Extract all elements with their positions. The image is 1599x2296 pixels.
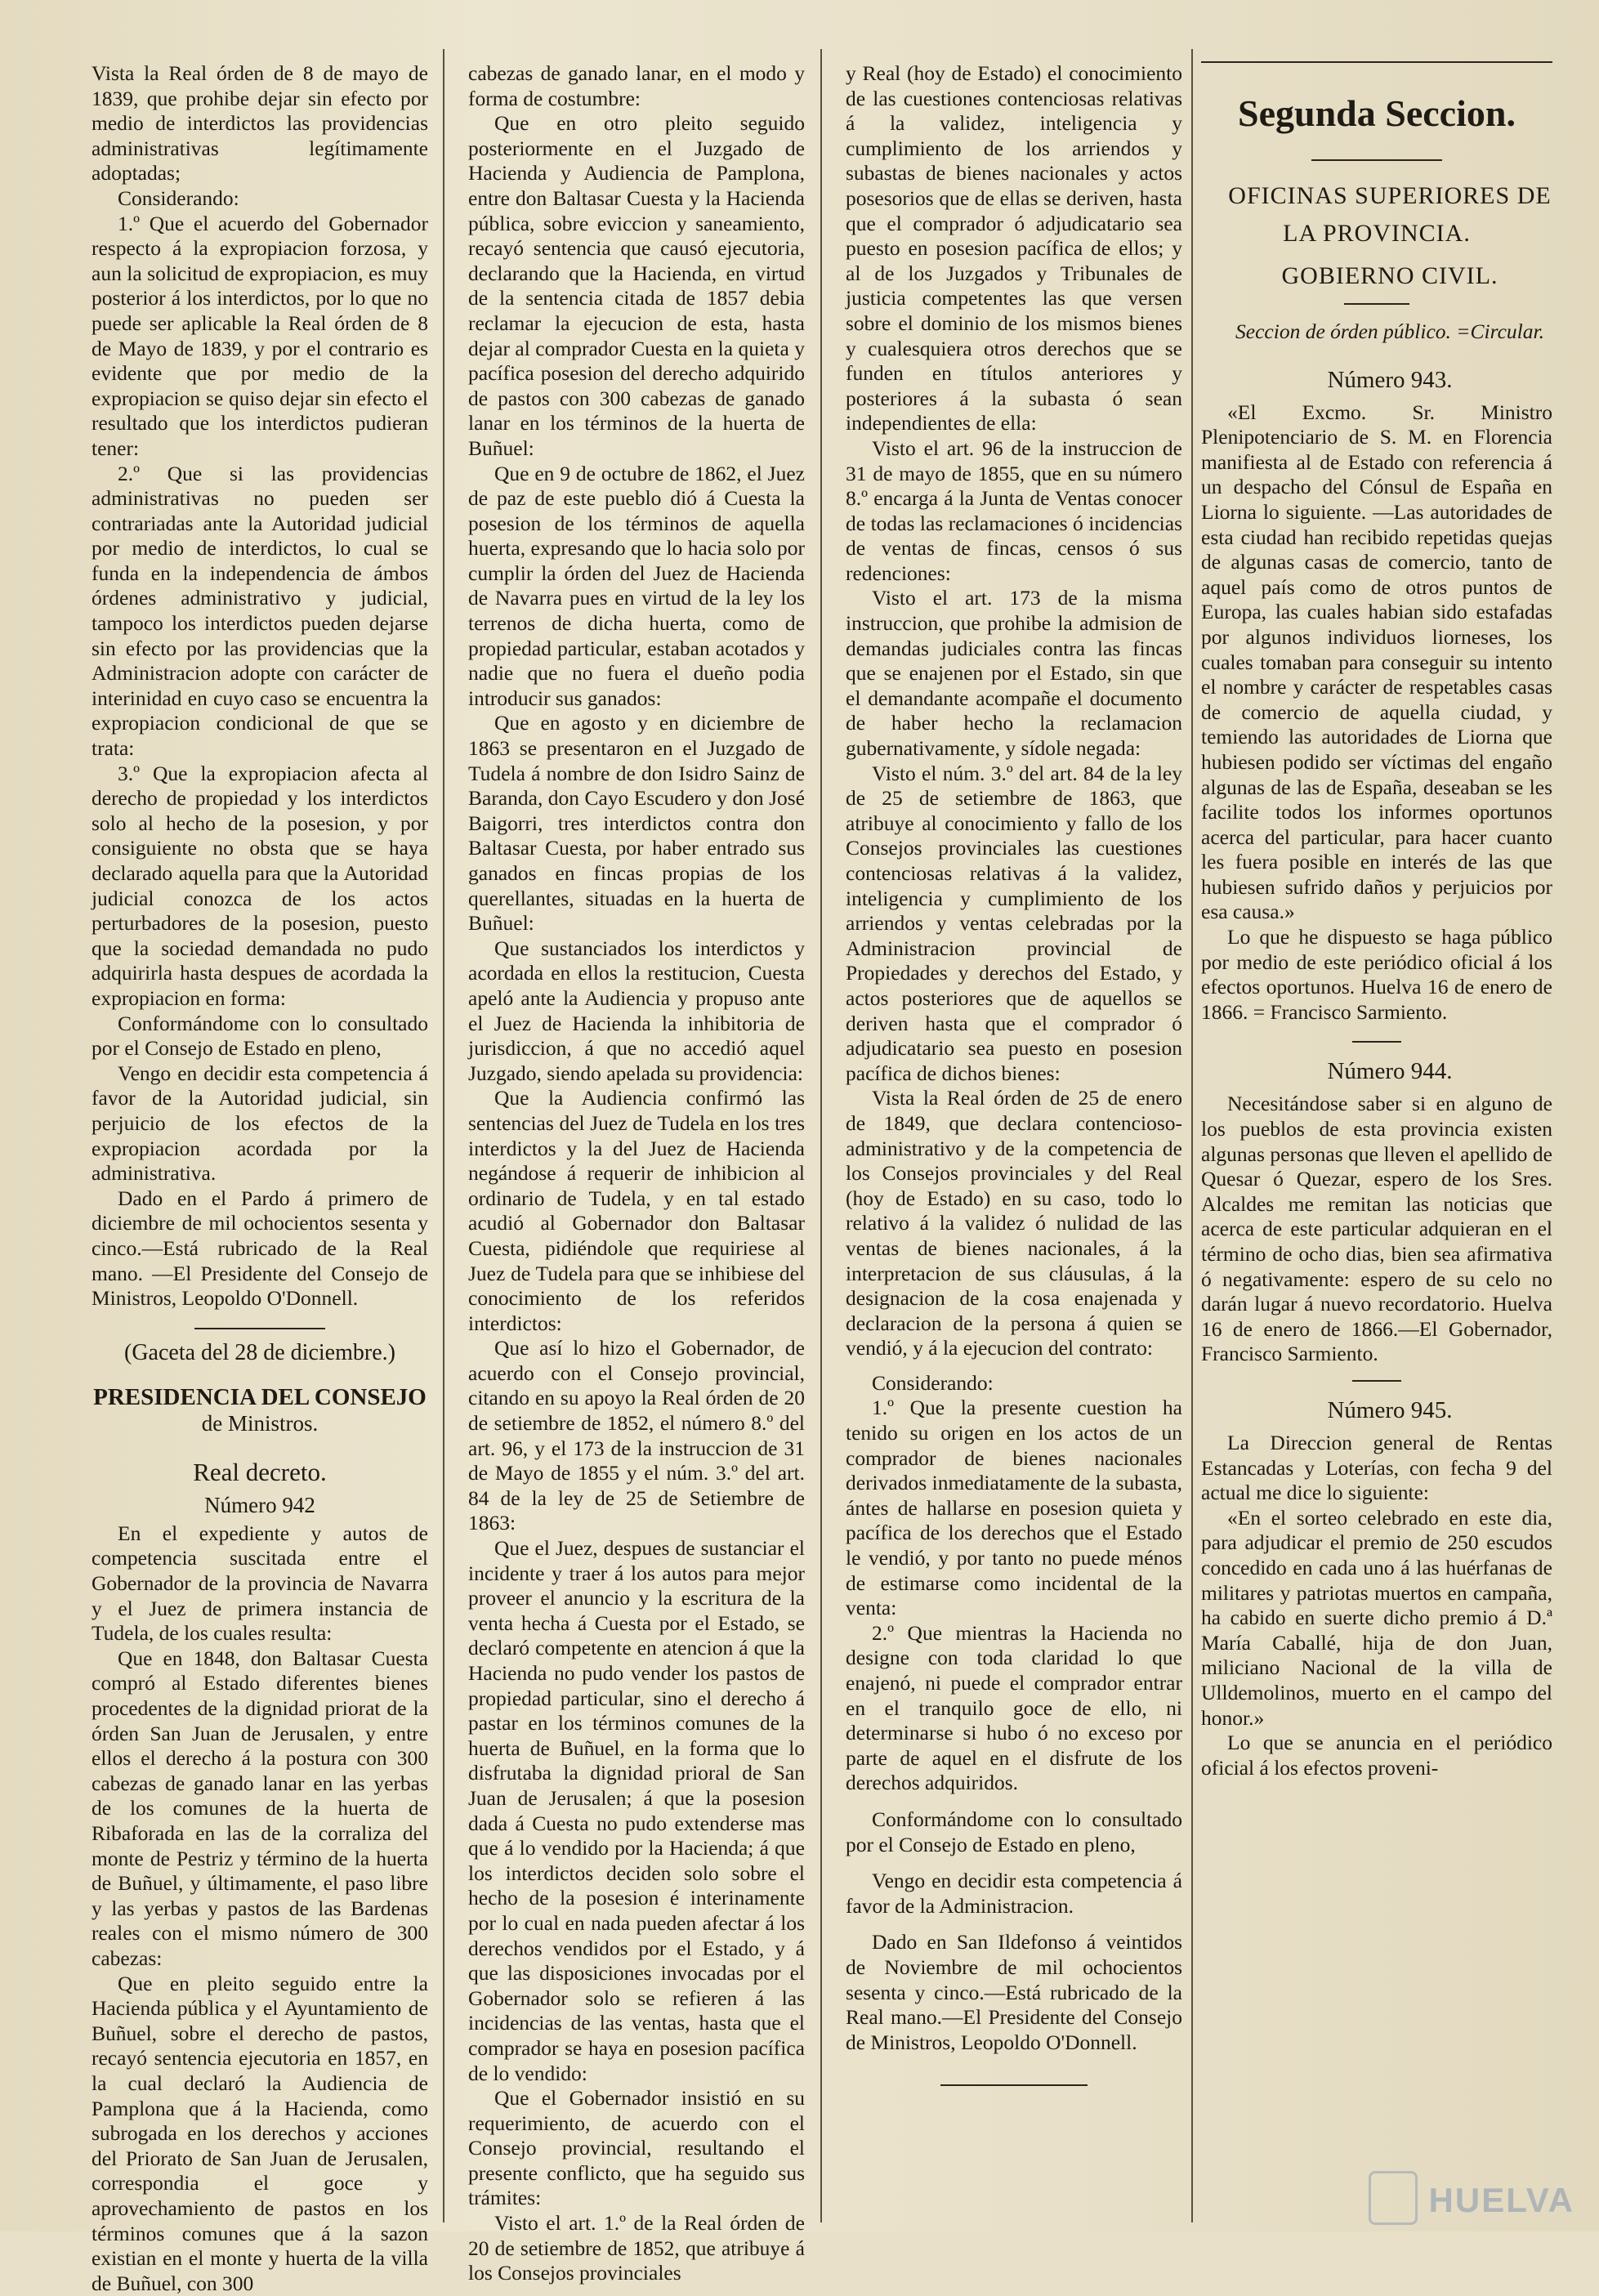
paragraph: Visto el núm. 3.º del art. 84 de la ley de 25 de setiembre de 1863, que atribuye al conocimiento y fallo de los Consejos provinciales las cuestiones contenciosas relativas á la validez, inteligencia y cumplimiento de los arriendos y ventas celebradas por la Administracion provincial de Propiedades y derechos del Estado, y actos posteriores que de aquellos se deriven hasta que el comprador ó adjudicatario sea puesto en posesion pacífica de dichos bienes: — [846, 761, 1182, 1085]
paragraph: Que la Audiencia confirmó las sentencias del Juez de Tudela en los tres interdictos y la del Juez de Hacienda negándose á requerir de inhibicion al ordinario de Tudela, y en tal estado acudió al Gobernador don Baltasar Cuesta, pidiéndole que requiriese al Juez de Tudela para que se inhibiese del conocimiento de los referidos interdictos: — [468, 1086, 805, 1335]
subsection-heading: Seccion de órden público. =Circular. — [1235, 319, 1544, 343]
paragraph: Que en agosto y en diciembre de 1863 se presentaron en el Juzgado de Tudela á nombre de don Isidro Sainz de Baranda, don Cayo Escudero y don José Baigorri, tres interdictos contra don Baltasar Cuesta, por haber entrado sus ganados en fincas propias de los querellantes, situadas en la huerta de Buñuel: — [468, 711, 805, 936]
top-rule — [1201, 61, 1552, 63]
paragraph: Lo que he dispuesto se haga público por medio de este periódico oficial á los efectos oportunos. Huelva 16 de enero de 1866. = Francisco Sarmiento. — [1201, 925, 1552, 1024]
separator-rule — [194, 1328, 325, 1329]
gazette-date: (Gaceta del 28 de diciembre.) — [124, 1339, 395, 1365]
offices-heading: OFICINAS SUPERIORES DE LA PROVINCIA. — [1228, 182, 1552, 247]
column-4 — [1201, 61, 1552, 2210]
ministers-subheading: de Ministros. — [201, 1411, 319, 1436]
number-942: Número 942 — [204, 1492, 315, 1517]
paragraph: La Direccion general de Rentas Estancadas y Loterías, con fecha 9 del actual me dice lo siguiente: — [1201, 1430, 1552, 1505]
separator-rule — [1352, 1041, 1401, 1043]
paragraph: cabezas de ganado lanar, en el modo y forma de costumbre: — [468, 61, 805, 110]
number-943: Número 943. — [1327, 366, 1453, 393]
paragraph: 2.º Que si las providencias administrativas no pueden ser contrariadas ante la Autoridad judicial por medio de interdictos, lo cual se funda en la independencia de ámbos órdenes administrativo y judicial, tampoco los interdictos pueden dejarse sin efecto por las providencias que la Administracion adopte con carácter de interinidad en cuyo caso se encuentra la expropiacion condicional de que se trata: — [92, 461, 428, 761]
paragraph: 3.º Que la expropiacion afecta al derecho de propiedad y los interdictos solo al hecho de la posesion, y por consiguiente no obsta que se haya declarado aquella para que la Autoridad judicial conozca de los actos perturbadores de la posesion, puesto que la sociedad demandada no pudo adquirirla hasta despues de acordada la expropiacion en forma: — [92, 761, 428, 1010]
number-945: Número 945. — [1327, 1396, 1453, 1423]
column-divider — [820, 49, 822, 2222]
paragraph: Vista la Real órden de 25 de enero de 1849, que declara contencioso-administrativo y de la competencia de los Consejos provinciales y del Real (hoy de Estado) en su caso, todo lo relativo á la validez ó nulidad de las ventas de bienes nacionales, á la interpretacion de sus cláusulas, á la designacion de la cosa enajenada y declaracion de la persona á quien se vendió, y á la ejecucion del contrato: — [846, 1086, 1182, 1360]
paragraph: 2.º Que mientras la Hacienda no designe con toda claridad lo que enajenó, ni puede el comprador entrar en el tranquilo goce de ello, ni determinarse si hubo ó no exceso por parte de aquel en el disfrute de los derechos adquiridos. — [846, 1620, 1182, 1795]
column-1 — [92, 61, 428, 2295]
separator-rule — [1344, 303, 1409, 305]
paragraph: «El Excmo. Sr. Ministro Plenipotenciario de S. M. en Florencia manifiesta al de Estado con referencia á un despacho del Cónsul de España en Liorna lo siguiente. —Las autoridades de esta ciudad han recibido repetidas quejas de algunas casas de comercio, tanto de aquel país como de otros puntos de Europa, las cuales habian sido estafadas por algunos individuos liorneses, los cuales tomaban para conseguir su intento el nombre y carácter de respetables casas de comercio de aquella ciudad, y temiendo las autoridades de Liorna que hubiesen podido ser víctimas del engaño algunas de las de España, deseaban se les facilite todos los informes oportunos acerca del particular, para hacer cuanto les fuera posible en interés de las que hubiesen sufrido daños y perjuicios por esa causa.» — [1201, 400, 1552, 924]
column-divider — [443, 49, 444, 2222]
paragraph: Conformándome con lo consultado por el Consejo de Estado en pleno, — [846, 1807, 1182, 1856]
paragraph: y Real (hoy de Estado) el conocimiento de las cuestiones contenciosas relativas á la validez, inteligencia y cumplimiento de los arriendos y subastas de bienes nacionales y actos posesorios que de ellas se deriven, hasta que el comprador ó adjudicatario sea puesto en posesion pacífica de ellos; y al de los Juzgados y Tribunales de justicia competentes las que versen sobre el dominio de los mismos bienes y cualesquiera otros derechos que se funden en títulos anteriores y posteriores á la subasta ó sean independientes de ella: — [846, 61, 1182, 436]
paragraph: Considerando: — [872, 1370, 994, 1395]
paragraph: Que en otro pleito seguido posteriormente en el Juzgado de Hacienda y Audiencia de Pamplona, entre don Baltasar Cuesta y la Hacienda pública, sobre eviccion y saneamiento, recayó sentencia que causó ejecutoria, declarando que la Hacienda, en virtud de la sentencia citada de 1857 debia reclamar la ejecucion de esta, hasta dejar al comprador Cuesta en la quieta y pacífica posesion del derecho adquirido de pastos con 300 cabezas de ganado lanar en los términos de la huerta de Buñuel: — [468, 111, 805, 460]
section-title: Segunda Seccion. — [1238, 92, 1516, 134]
paragraph: Visto el art. 173 de la misma instruccion, que prohibe la admision de demandas judiciales contra las fincas que se enajenen por el Estado, sin que el demandante acompañe el documento de haber hecho la reclamacion gubernativamente, y sídole negada: — [846, 586, 1182, 761]
paragraph: Visto el art. 96 de la instruccion de 31 de mayo de 1855, que en su número 8.º encarga á la Junta de Ventas conocer de todas las reclamaciones ó incidencias de ventas de fincas, censos ó sus redenciones: — [846, 436, 1182, 585]
paragraph: En el expediente y autos de competencia suscitada entre el Gobernador de la provincia de Navarra y el Juez de primera instancia de Tudela, de los cuales resulta: — [92, 1521, 428, 1646]
paragraph: Necesitándose saber si en alguno de los pueblos de esta provincia existen algunas personas que lleven el apellido de Quesar ó Quezar, espero de los Sres. Alcaldes me remitan las noticias que acerca de este particular adquieran en el término de ocho dias, bien sea afirmativa ó negativamente: espero de su celo no darán lugar á nuevo recordatorio. Huelva 16 de enero de 1866.—El Gobernador, Francisco Sarmiento. — [1201, 1092, 1552, 1366]
paragraph: 1.º Que el acuerdo del Gobernador respecto á la expropiacion forzosa, y aun la solicitud de expropiacion, es muy posterior á los interdictos, por lo que no puede ser aplicable la Real órden de 8 de Mayo de 1839, y por el contrario es evidente que por medio de la expropiacion se quiso dejar sin efecto el resultado que los interdictos pudieran tener: — [92, 211, 428, 460]
paragraph: Dado en el Pardo á primero de diciembre de mil ochocientos sesenta y cinco.—Está rubricado de la Real mano. —El Presidente del Consejo de Ministros, Leopoldo O'Donnell. — [92, 1186, 428, 1311]
government-heading: GOBIERNO CIVIL. — [1281, 262, 1499, 289]
paragraph: Que así lo hizo el Gobernador, de acuerdo con el Consejo provincial, citando en su apoyo la Real órden de 20 de setiembre de 1852, el número 8.º del art. 96, y el 173 de la instruccion de 31 de Mayo de 1855 y el núm. 3.º del art. 84 de la ley de 25 de Setiembre de 1863: — [468, 1336, 805, 1535]
presidency-heading: PRESIDENCIA DEL CONSEJO — [93, 1384, 427, 1411]
paragraph: Dado en San Ildefonso á veintidos de Noviembre de mil ochocientos sesenta y cinco.—Está rubricado de la Real mano.—El Presidente del Consejo de Ministros, Leopoldo O'Donnell. — [846, 1930, 1182, 2054]
paragraph: Conformándome con lo consultado por el Consejo de Estado en pleno, — [92, 1011, 428, 1061]
paragraph: Que sustanciados los interdictos y acordada en ellos la restitucion, Cuesta apeló ante la Audiencia y propuso ante el Juez de Hacienda la inhibitoria de jurisdiccion, á que no accedió aquel Juzgado, siendo apelada su providencia: — [468, 936, 805, 1085]
separator-rule — [940, 2084, 1088, 2086]
column-2 — [468, 61, 805, 2285]
paragraph: Que en pleito seguido entre la Hacienda pública y el Ayuntamiento de Buñuel, sobre el derecho de pastos, recayó sentencia ejecutoria en 1857, en la cual declaró la Audiencia de Pamplona que á la Hacienda, como subrogada en los derechos y acciones del Priorato de San Juan de Jerusalen, correspondia el goce y aprovechamiento de pastos en los términos comunes que á la sazon existian en el monte y huerta de la villa de Buñuel, con 300 — [92, 1971, 428, 2295]
paragraph: Vista la Real órden de 8 de mayo de 1839, que prohibe dejar sin efecto por medio de interdictos las providencias administrativas legítimamente adoptadas; — [92, 61, 428, 185]
paragraph: «En el sorteo celebrado en este dia, para adjudicar el premio de 250 escudos concedido en cada uno á las huérfanas de militares y patriotas muertos en campaña, ha cabido en suerte dicho premio á D.ª María Caballé, hija de don Juan, miliciano Nacional de la villa de Ulldemolinos, muerto en el campo del honor.» — [1201, 1505, 1552, 1730]
column-divider — [1191, 49, 1193, 2222]
decree-heading: Real decreto. — [193, 1457, 327, 1486]
paragraph: Que el Juez, despues de sustanciar el incidente y traer á los autos para mejor proveer el anuncio y la escritura de la venta hecha á Cuesta por el Estado, se declaró competente en atencion á que la Hacienda no pudo vender los pastos de propiedad particular, sino el derecho á pastar en los términos comunes de la huerta de Buñuel, en la forma que lo disfrutaba la dignidad prioral de San Juan de Jerusalen; á que la posesion dada á Cuesta no pudo extenderse mas que á lo vendido por la Hacienda; á que los interdictos deciden solo sobre el hecho de la posesion é interinamente por lo cual en nada pueden afectar á los derechos vendidos por el Estado, y á que las disposiciones invocadas por el Gobernador solo se refieren á las incidencias de las ventas, hasta que el comprador se haya en posesion pacífica de lo vendido: — [468, 1536, 805, 2085]
paragraph: Visto el art. 1.º de la Real órden de 20 de setiembre de 1852, que atribuye á los Consejos provinciales — [468, 2211, 805, 2285]
paragraph: Que en 1848, don Baltasar Cuesta compró al Estado diferentes bienes procedentes de la dignidad priorat de la órden San Juan de Jerusalen, y entre ellos el derecho á la postura con 300 cabezas de ganado lanar en las yerbas de los comunes de la huerta de Ribaforada en las de la corraliza del monte de Pestriz y término de la huerta de Buñuel, y últimamente, el paso libre y las yerbas y pastos de las Bardenas reales con el mismo número de 300 cabezas: — [92, 1646, 428, 1970]
paragraph: Considerando: — [118, 185, 239, 210]
separator-rule — [1311, 159, 1442, 161]
paragraph: Que el Gobernador insistió en su requerimiento, de acuerdo con el Consejo provincial, resultando el presente conflicto, que ha seguido sus trámites: — [468, 2086, 805, 2210]
number-944: Número 944. — [1327, 1058, 1453, 1085]
separator-rule — [1352, 1380, 1401, 1382]
paragraph: Vengo en decidir esta competencia á favor de la Administracion. — [846, 1869, 1182, 1918]
paragraph: Vengo en decidir esta competencia á favor de la Autoridad judicial, sin perjuicio de los efectos de la expropiacion acordada por la administrativa. — [92, 1061, 428, 1186]
column-3 — [846, 61, 1182, 2210]
paragraph: Que en 9 de octubre de 1862, el Juez de paz de este pueblo dió á Cuesta la posesion de los términos de aquella huerta, expresando que lo hacia solo por cumplir la órden del Juez de Hacienda de Navarra pues en virtud de la ley los terrenos de dicha huerta, como de propiedad particular, estaban acotados y nadie que no fuera el dueño podia introducir sus ganados: — [468, 461, 805, 710]
paragraph: Lo que se anuncia en el periódico oficial á los efectos proveni- — [1201, 1731, 1552, 1780]
paragraph: 1.º Que la presente cuestion ha tenido su origen en los actos de un comprador de bienes nacionales derivados inmediatamente de la subasta, ántes de hallarse en posesion quieta y pacífica de los derechos que el Estado le vendió, y por tanto no puede ménos de estimarse como incidental de la venta: — [846, 1396, 1182, 1620]
archive-watermark: HUELVA — [1428, 2181, 1574, 2219]
archive-seal-icon — [1369, 2171, 1418, 2225]
